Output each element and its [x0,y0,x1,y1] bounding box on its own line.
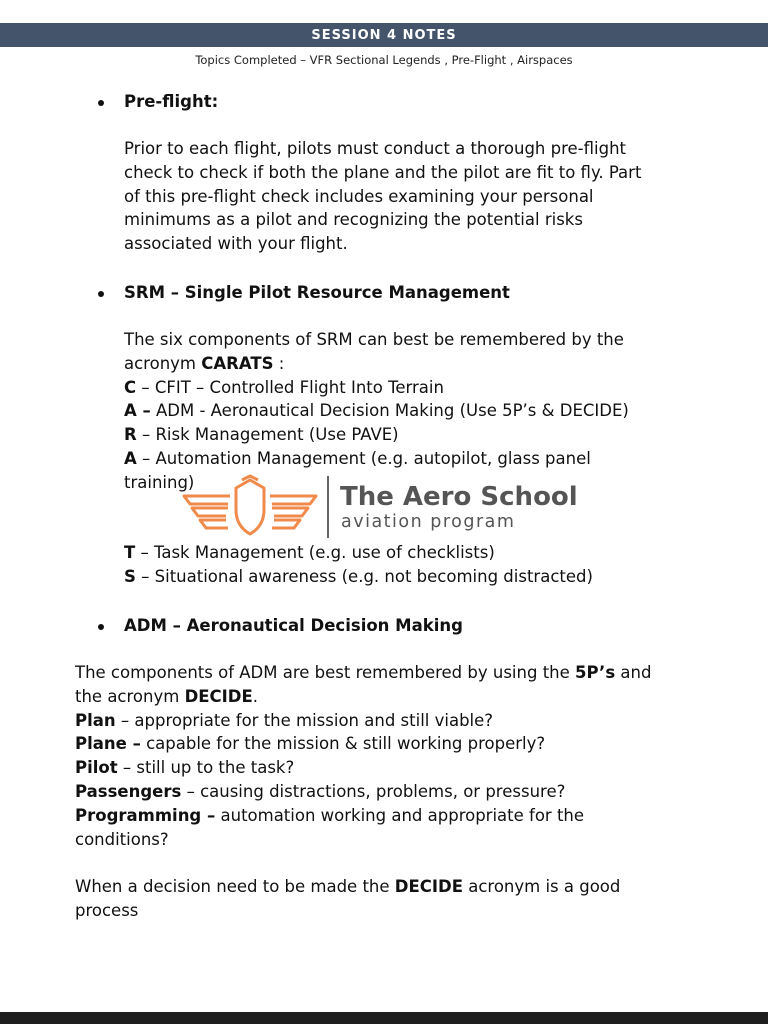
blank-line [75,851,651,875]
paragraph-line: associated with your flight. [124,234,348,254]
srm-item [124,565,593,589]
srm-item-text: – Risk Management (Use PAVE) [136,425,399,445]
srm-item-text: – Situational awareness (e.g. not becoming distracted) [135,566,593,586]
paragraph-line: check to check if both the plane and the pilot are fit to fly. Part [124,162,642,182]
srm-item [124,423,629,447]
paragraph-line: Prior to each flight, pilots must conduct a thorough pre-flight [124,139,627,158]
srm-list [124,328,629,495]
adm-item-key: Plan [75,710,116,730]
decide-line [75,875,651,899]
srm-intro-line [124,352,629,376]
intro-text: acronym [124,353,202,373]
decide-term: DECIDE [394,877,463,897]
adm-item-key: Programming – [75,805,216,825]
adm-item [75,756,651,780]
decide-text: When a decision need to be made the [75,877,395,897]
srm-list-continued [124,541,593,589]
srm-item-text: – Automation Management (e.g. autopilot, glass panel [136,448,591,468]
srm-heading [99,281,510,305]
5ps-term: 5P’s [575,663,616,682]
intro-text: . [252,686,258,706]
adm-item [75,804,651,828]
logo-divider [327,476,329,538]
adm-item-text: – appropriate for the mission and still viable? [115,710,494,730]
adm-intro-line [75,661,651,685]
intro-text: : [273,353,285,373]
srm-item-text: training) [124,472,195,492]
bullet-icon [98,291,104,297]
bullet-icon [98,624,104,630]
adm-item-text: capable for the mission & still working properly? [140,734,546,754]
carats-acronym: CARATS [201,353,274,373]
adm-item [75,828,651,852]
decide-term: DECIDE [184,686,253,706]
adm-item [75,732,651,756]
intro-text: and [615,663,652,682]
srm-item-text: – Task Management (e.g. use of checklists) [135,543,495,562]
srm-item [124,376,629,400]
intro-text: The components of ADM are best remembered by using the [75,663,576,682]
page-title: SESSION 4 NOTES [311,27,457,43]
preflight-paragraph [124,137,641,256]
page-header-bar [0,23,768,47]
adm-intro-line [75,685,651,709]
decide-line: process [75,900,139,920]
preflight-heading [99,90,218,114]
paragraph-line: of this pre-flight check includes examining your personal [124,186,594,206]
srm-item [124,447,629,471]
adm-item [75,780,651,804]
srm-item-key: A [124,448,137,468]
decide-text: acronym is a good [462,877,621,897]
adm-item-key: Pilot [75,758,118,778]
adm-paragraph [75,661,651,923]
adm-heading [99,614,463,638]
paragraph-line: minimums as a pilot and recognizing the potential risks [124,210,583,230]
adm-item-text: conditions? [75,829,169,849]
srm-item [124,399,629,423]
srm-item-key: A – [124,401,151,421]
adm-item-key: Plane – [75,734,141,754]
aero-school-logo [178,474,598,540]
logo-name: The Aero School [340,482,578,512]
srm-item [124,541,593,565]
adm-heading-text: ADM – Aeronautical Decision Making [124,616,463,635]
adm-item-text: – causing distractions, problems, or pressure? [181,781,566,801]
winged-shield-icon [178,474,323,540]
srm-item-text: ADM - Aeronautical Decision Making (Use 5P’s & DECIDE) [150,401,629,421]
srm-item-key: R [124,425,137,445]
preflight-heading-text: Pre-flight: [124,92,219,111]
srm-item-text: – CFIT – Controlled Flight Into Terrain [136,377,444,397]
srm-intro-line: The six components of SRM can best be remembered by the [124,330,624,349]
adm-item-text: automation working and appropriate for the [215,805,585,825]
adm-item [75,709,651,733]
srm-item-key: C [124,377,137,397]
topics-subtitle: Topics Completed – VFR Sectional Legends , Pre-Flight , Airspaces [195,53,573,67]
intro-text: the acronym [75,686,185,706]
adm-item-text: – still up to the task? [117,758,295,778]
bullet-icon [98,100,104,106]
bottom-bar [0,1012,768,1024]
srm-item-key: T [124,543,136,562]
adm-item-key: Passengers [75,781,182,801]
srm-item-key: S [124,566,136,586]
srm-heading-text: SRM – Single Pilot Resource Management [124,283,510,302]
logo-subtitle: aviation program [341,512,516,532]
